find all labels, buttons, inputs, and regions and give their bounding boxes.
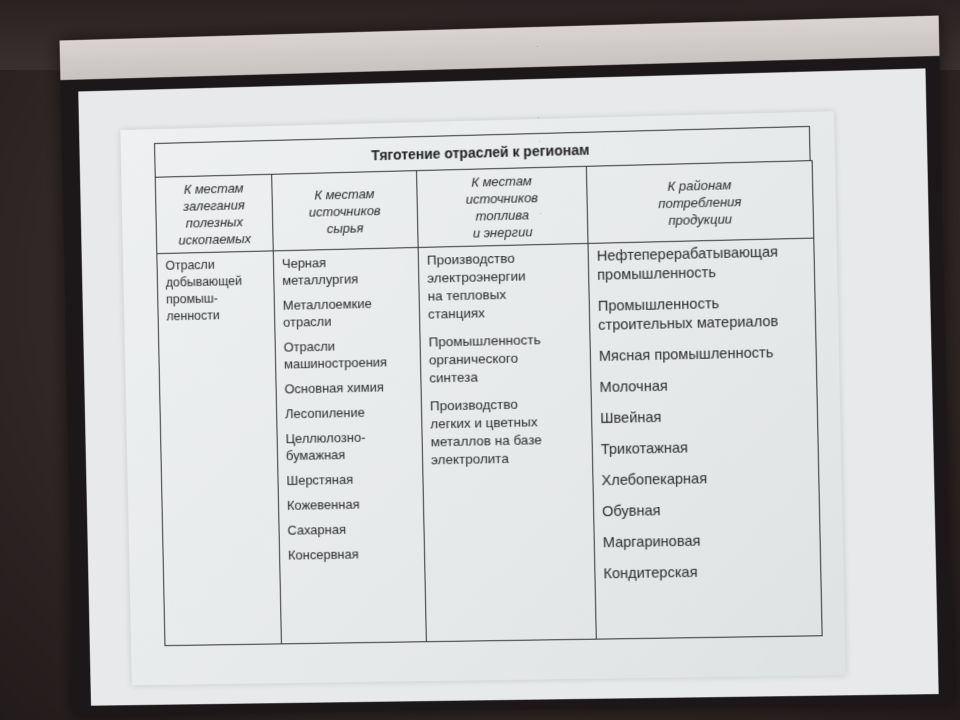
column-header-raw-materials: К местам источников сырья (272, 171, 418, 251)
column-header-consumption: К районам потребления продукции (586, 161, 813, 244)
list-item: Маргариновая (602, 533, 701, 552)
projected-slide (120, 111, 845, 685)
list-item: Лесопиление (284, 404, 365, 422)
list-item: Целлюлозно- бумажная (285, 429, 366, 464)
list-item: Нефтеперерабатывающая промышленность (596, 244, 779, 284)
screen-surface (78, 68, 938, 705)
list-item: Черная металлургия (281, 255, 359, 288)
list-item: Металлоемкие отрасли (282, 295, 372, 330)
list-item: Промышленность органического синтеза (428, 332, 541, 386)
list-item: Кожевенная (286, 496, 360, 513)
list-item: Консервная (287, 546, 359, 563)
list-item: Трикотажная (600, 440, 689, 459)
list-item: Хлебопекарная (601, 471, 708, 490)
list-item: Сахарная (287, 521, 347, 538)
cell-fuel-energy (418, 243, 596, 641)
industry-table (155, 160, 823, 646)
list-item: Производство электроэнергии на тепловых станциях (426, 250, 526, 322)
cell-consumption (588, 238, 822, 639)
slide-title: Тяготение отраслей к регионам (154, 126, 811, 178)
list-item: Швейная (600, 409, 662, 428)
list-item: Отрасли добывающей промыш- ленности (165, 257, 243, 324)
cell-deposits (157, 251, 282, 646)
list-item: Молочная (599, 378, 668, 397)
list-item: Основная химия (284, 379, 384, 397)
cell-raw-materials (273, 247, 426, 643)
column-header-deposits: К местам залегания полезных ископаемых (155, 174, 273, 253)
column-header-fuel-energy: К местам источников топлива и энергии (417, 166, 588, 247)
list-item: Мясная промышленность (598, 345, 774, 365)
list-item: Производство легких и цветных металлов на базе электролита (429, 396, 542, 468)
list-item: Отрасли машиностроения (283, 338, 388, 372)
projection-screen (60, 16, 954, 716)
list-item: Кондитерская (603, 564, 698, 583)
list-item: Промышленность строительных материалов (597, 296, 779, 334)
list-item: Шерстяная (286, 471, 354, 488)
table-row (157, 238, 822, 646)
list-item: Обувная (602, 503, 661, 521)
